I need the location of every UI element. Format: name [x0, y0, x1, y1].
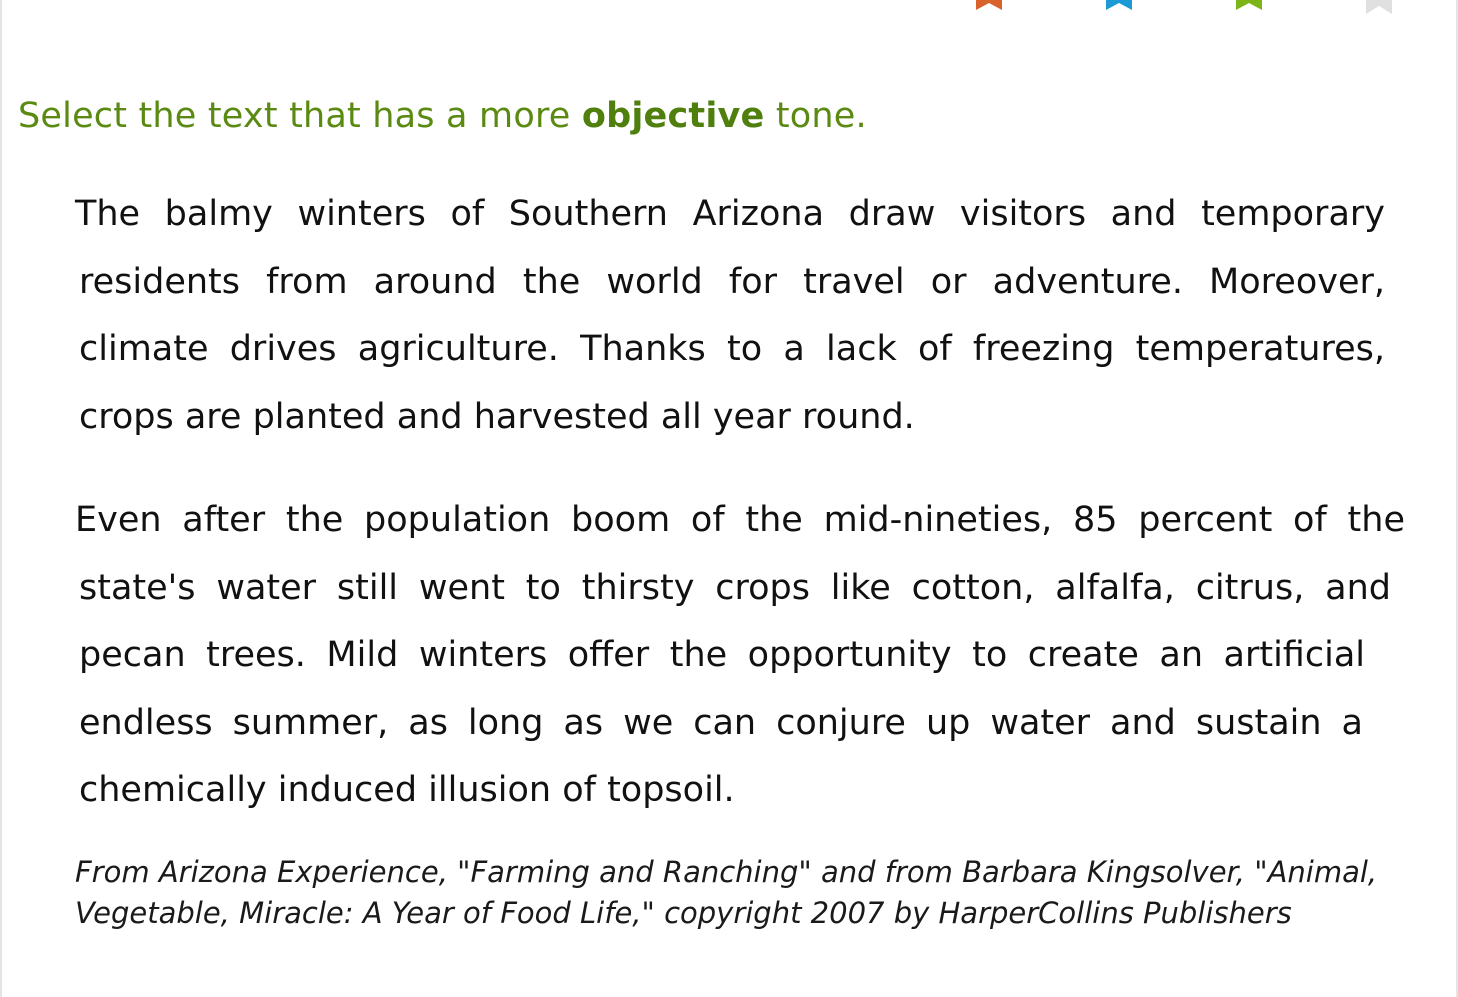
- bookmark-ribbon-icon: [1236, 0, 1262, 10]
- choice-line: state's water still went to thirsty crops like cotton, alfalfa, citrus, and: [79, 567, 1391, 608]
- ribbon-shape: [1366, 0, 1392, 14]
- source-citation: [75, 852, 1378, 934]
- bookmark-ribbon-icon: [976, 0, 1002, 10]
- ribbon-shape: [976, 0, 1002, 10]
- choice-line: crops are planted and harvested all year round.: [79, 396, 915, 437]
- progress-ribbons: [0, 0, 1458, 20]
- answer-choice-2[interactable]: [75, 487, 1405, 825]
- citation-line: From Arizona Experience, "Farming and Ranching" and from Barbara Kingsolver, "Animal,: [75, 855, 1378, 889]
- answer-choice-1[interactable]: [75, 181, 1385, 451]
- ribbon-shape: [1236, 0, 1262, 10]
- prompt-text-end: tone.: [775, 96, 867, 136]
- citation-line: Vegetable, Miracle: A Year of Food Life," copyright 2007 by HarperCollins Publishers: [75, 896, 1292, 930]
- choice-line: climate drives agriculture. Thanks to a lack of freezing temperatures,: [79, 329, 1385, 369]
- choice-line: Even after the population boom of the mid-nineties, 85 percent of the: [75, 500, 1405, 540]
- choice-line: endless summer, as long as we can conjure up water and sustain a: [79, 702, 1363, 743]
- question-prompt: [18, 96, 867, 136]
- prompt-emphasis: objective: [581, 96, 765, 136]
- choice-line: chemically induced illusion of topsoil.: [79, 770, 735, 810]
- bookmark-ribbon-icon: [1366, 0, 1392, 14]
- choice-line: The balmy winters of Southern Arizona draw visitors and temporary: [75, 194, 1385, 234]
- prompt-text: Select the text that has a more: [18, 96, 571, 136]
- bookmark-ribbon-icon: [1106, 0, 1132, 10]
- choice-line: residents from around the world for travel or adventure. Moreover,: [79, 261, 1385, 302]
- left-border: [0, 0, 2, 997]
- choice-line: pecan trees. Mild winters offer the opportunity to create an artificial: [79, 635, 1365, 675]
- ribbon-shape: [1106, 0, 1132, 10]
